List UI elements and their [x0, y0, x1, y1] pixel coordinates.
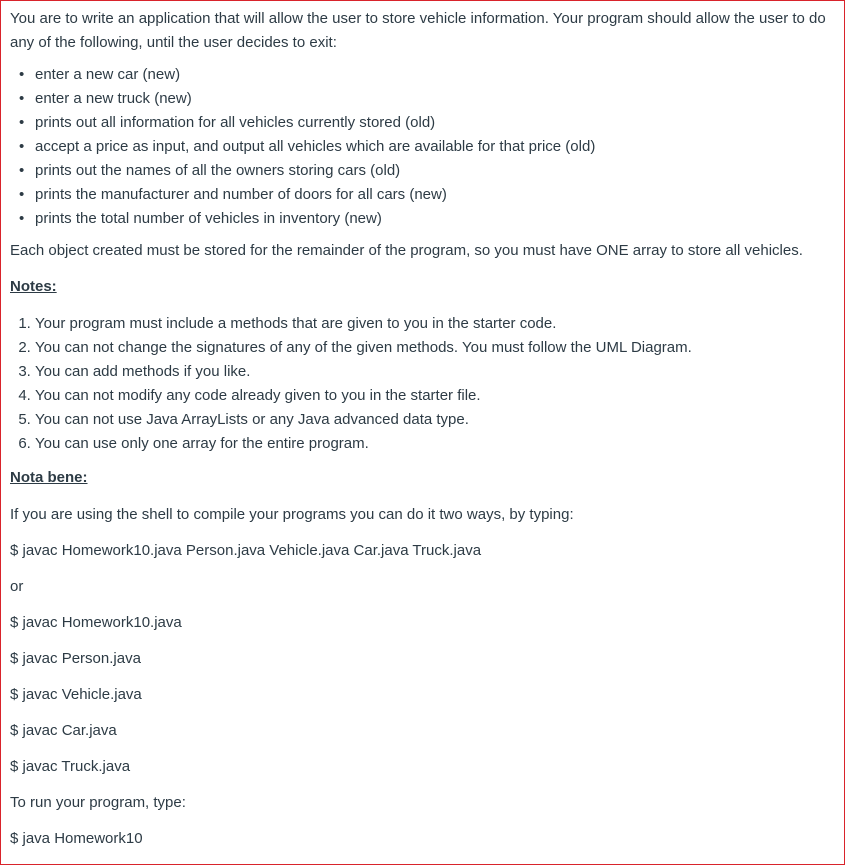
feature-item: • prints out the names of all the owners storing cars (old): [35, 159, 840, 183]
feature-item: • prints out all information for all vehicles currently stored (old): [35, 111, 840, 135]
assignment-content: [10, 7, 840, 863]
shell-intro: If you are using the shell to compile your programs you can do it two ways, by typing:: [10, 506, 574, 523]
note-item: 3. You can add methods if you like.: [35, 360, 840, 384]
nota-bene-heading: Nota bene:: [10, 469, 88, 486]
run-command: $ java Homework10: [10, 830, 143, 847]
notes-list: [10, 312, 840, 456]
storage-note: Each object created must be stored for the remainder of the program, so you must have ONE array to store all vehicles.: [10, 242, 803, 259]
note-item: 6. You can use only one array for the entire program.: [35, 432, 840, 456]
compile-command: $ javac Car.java: [10, 722, 117, 739]
intro-paragraph: You are to write an application that will allow the user to store vehicle information. Your program should allow the user to do any of the following, until the user decides to exit:: [10, 10, 826, 51]
feature-item: • prints the total number of vehicles in inventory (new): [35, 207, 840, 231]
note-item: 5. You can not use Java ArrayLists or any Java advanced data type.: [35, 408, 840, 432]
or-text: or: [10, 578, 24, 595]
compile-all-command: $ javac Homework10.java Person.java Vehicle.java Car.java Truck.java: [10, 542, 482, 559]
note-item: 4. You can not modify any code already given to you in the starter file.: [35, 384, 840, 408]
note-item: 2. You can not change the signatures of any of the given methods. You must follow the UML Diagram.: [35, 336, 840, 360]
run-intro: To run your program, type:: [10, 794, 186, 811]
feature-item: • enter a new car (new): [35, 63, 840, 87]
feature-item: • enter a new truck (new): [35, 87, 840, 111]
feature-item: • prints the manufacturer and number of doors for all cars (new): [35, 183, 840, 207]
compile-command: $ javac Vehicle.java: [10, 686, 142, 703]
compile-command: $ javac Homework10.java: [10, 614, 182, 631]
notes-heading: Notes:: [10, 278, 57, 295]
note-item: 1. Your program must include a methods that are given to you in the starter code.: [35, 312, 840, 336]
compile-command: $ javac Truck.java: [10, 758, 131, 775]
compile-command: $ javac Person.java: [10, 650, 141, 667]
feature-item: • accept a price as input, and output all vehicles which are available for that price (old): [35, 135, 840, 159]
feature-list: [10, 63, 840, 231]
